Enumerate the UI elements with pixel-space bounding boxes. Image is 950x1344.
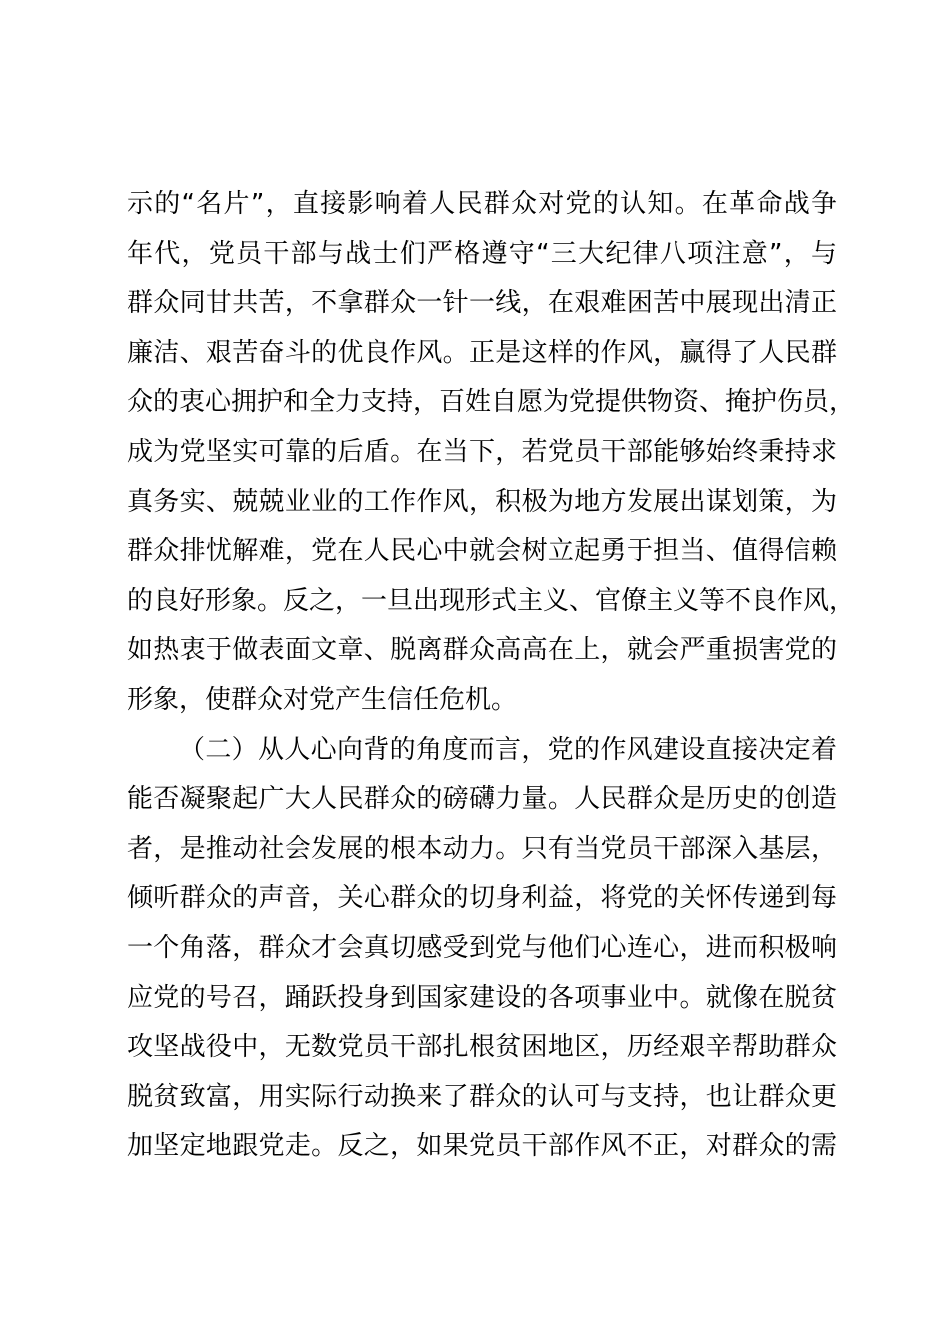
text-line: （二）从人心向背的角度而言，党的作风建设直接决定着 [179,734,837,765]
text-line: 年代，党员干部与战士们严格遵守“三大纪律八项注意”，与 [127,238,837,269]
body-text [127,180,856,1172]
text-line: 群众排忧解难，党在人民心中就会树立起勇于担当、值得信赖 [127,536,837,567]
text-line: 脱贫致富，用实际行动换来了群众的认可与支持，也让群众更 [127,1081,837,1112]
text-line: 如热衷于做表面文章、脱离群众高高在上，就会严重损害党的 [127,635,837,666]
text-line: 攻坚战役中，无数党员干部扎根贫困地区，历经艰辛帮助群众 [127,1032,837,1063]
text-line: 群众同甘共苦，不拿群众一针一线，在艰难困苦中展现出清正 [127,288,837,319]
text-line: 倾听群众的声音，关心群众的切身利益，将党的关怀传递到每 [127,883,837,914]
text-line: 者，是推动社会发展的根本动力。只有当党员干部深入基层， [127,833,837,864]
text-line: 廉洁、艰苦奋斗的优良作风。正是这样的作风，赢得了人民群 [127,337,837,368]
text-line: 能否凝聚起广大人民群众的磅礴力量。人民群众是历史的创造 [127,784,837,815]
text-line: 形象，使群众对党产生信任危机。 [127,684,518,715]
text-line: 加坚定地跟党走。反之，如果党员干部作风不正，对群众的需 [127,1131,837,1162]
text-line: 成为党坚实可靠的后盾。在当下，若党员干部能够始终秉持求 [127,436,837,467]
text-line: 众的衷心拥护和全力支持，百姓自愿为党提供物资、掩护伤员， [127,387,856,418]
text-line: 应党的号召，踊跃投身到国家建设的各项事业中。就像在脱贫 [127,982,837,1013]
text-line: 真务实、兢兢业业的工作作风，积极为地方发展出谋划策，为 [127,486,837,517]
text-line: 示的“名片”，直接影响着人民群众对党的认知。在革命战争 [127,189,837,219]
text-line: 的良好形象。反之，一旦出现形式主义、官僚主义等不良作风， [127,585,856,616]
text-line: 一个角落，群众才会真切感受到党与他们心连心，进而积极响 [127,932,837,963]
